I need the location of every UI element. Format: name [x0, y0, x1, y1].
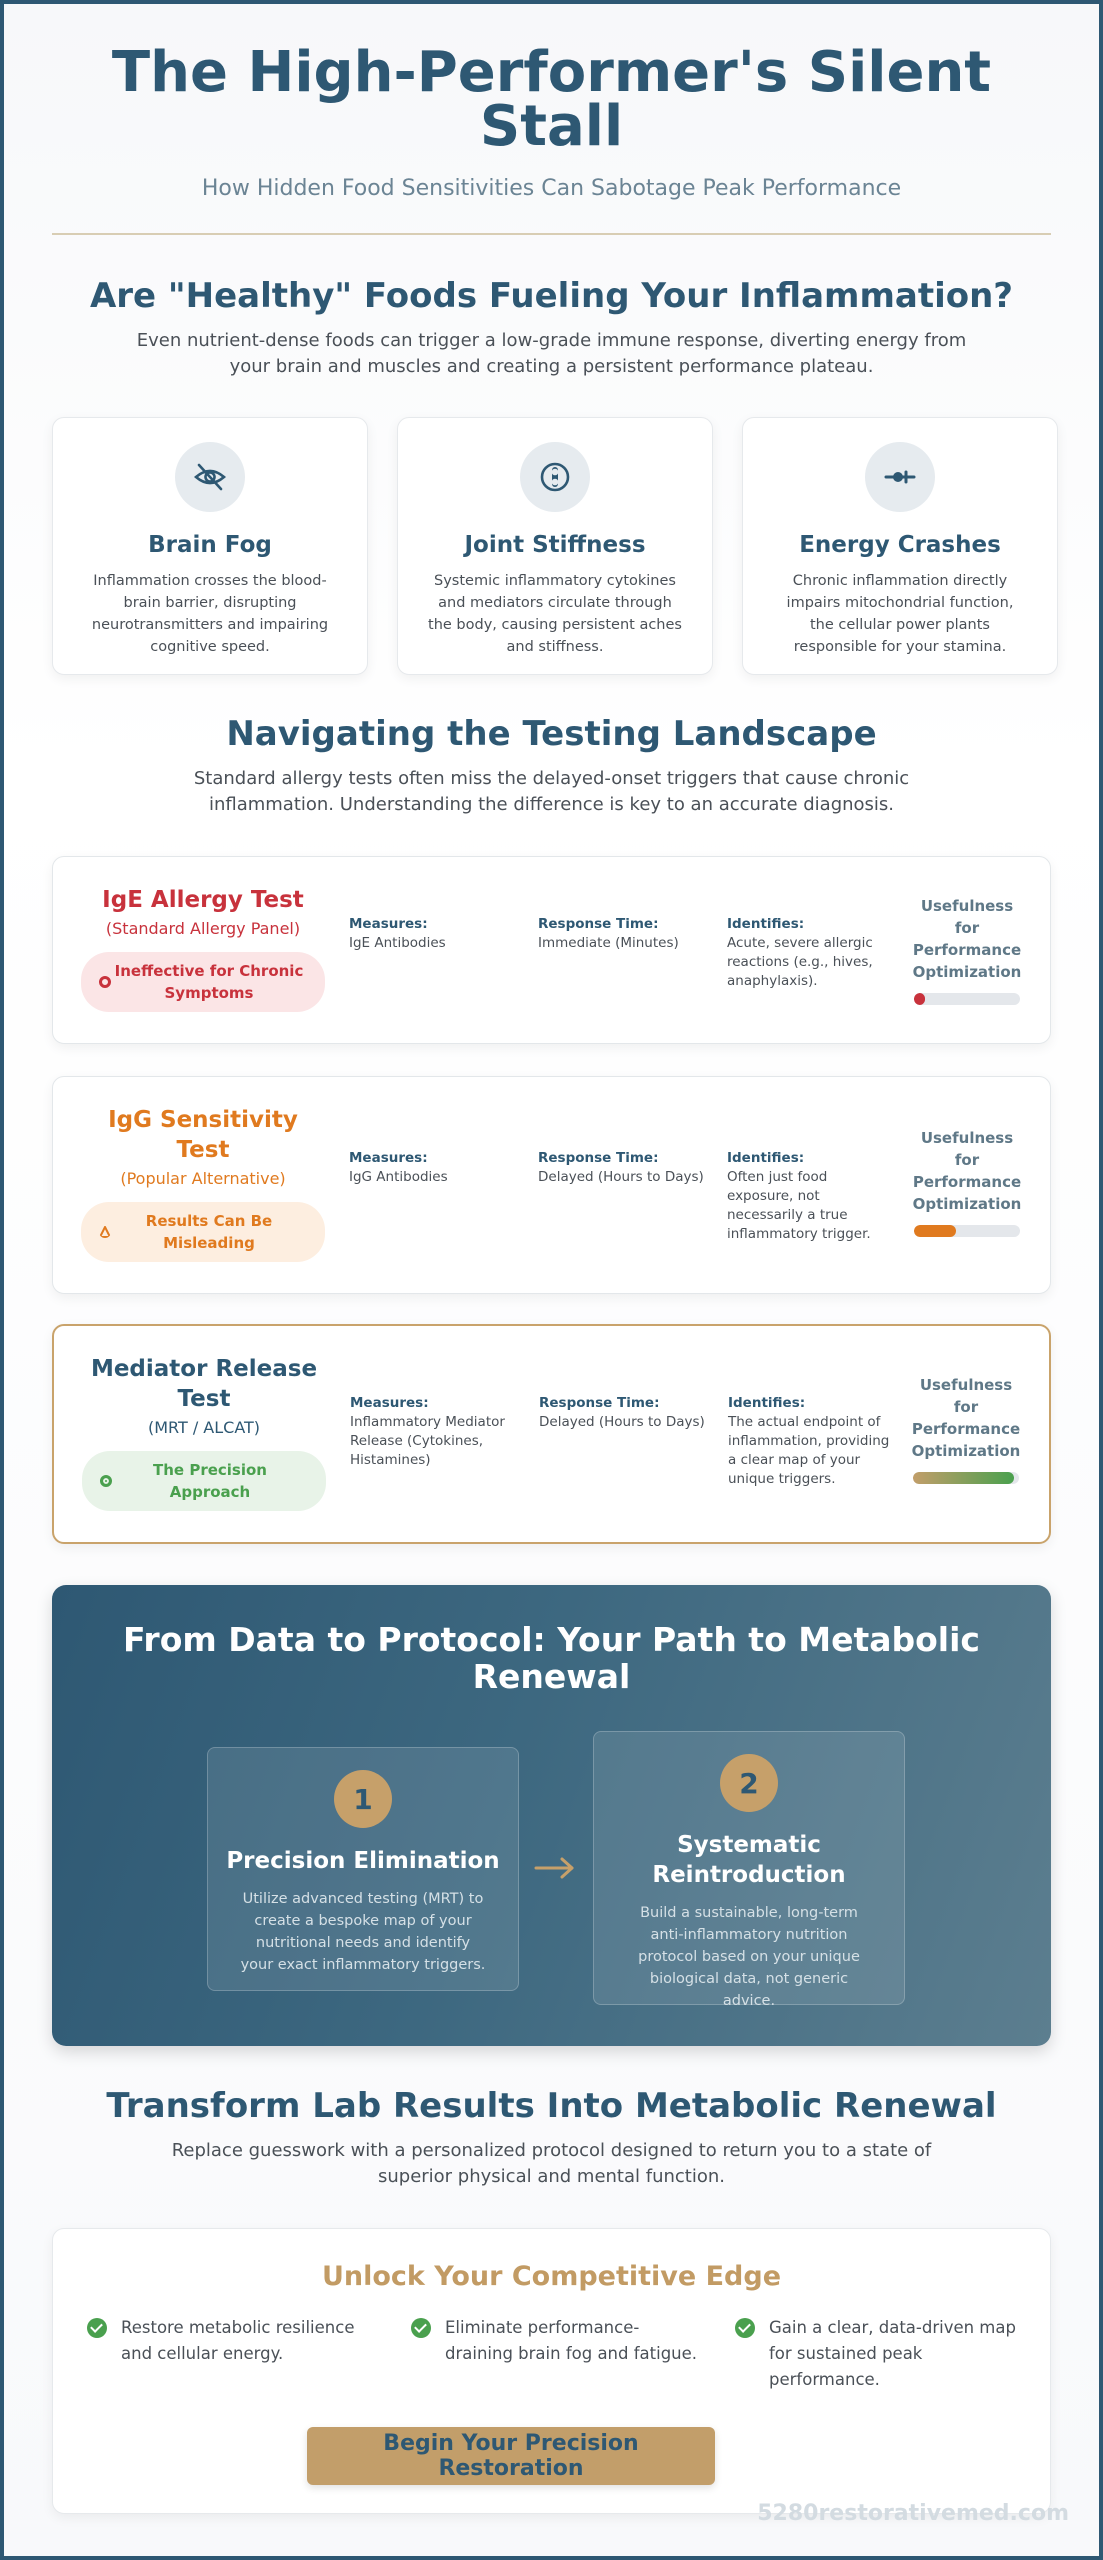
usefulness-bar-fill: [913, 1472, 1014, 1484]
test-card-ige: [52, 856, 1051, 1044]
benefit-item: [411, 2315, 701, 2367]
badge-label: The Precision Approach: [153, 1461, 267, 1501]
testing-section-title: Navigating the Testing Landscape: [226, 714, 877, 754]
usefulness-meter: [912, 895, 1022, 1005]
badge-label: Results Can Be Misleading: [145, 1212, 273, 1252]
step-number: 1: [334, 1770, 392, 1828]
test-name: Mediator Release Test: [90, 1356, 318, 1412]
measures-value: IgE Antibodies: [349, 935, 446, 951]
response-value: Immediate (Minutes): [538, 935, 679, 951]
measures-value: IgG Antibodies: [349, 1169, 448, 1185]
measures-label: Measures:: [350, 1395, 429, 1411]
response-label: Response Time:: [539, 1395, 660, 1411]
target-icon: [100, 1475, 112, 1487]
badge-label: Ineffective for Chronic Symptoms: [114, 962, 304, 1002]
test-subtitle: (Popular Alternative): [120, 1169, 286, 1188]
usefulness-bar: [913, 1472, 1019, 1484]
test-measures: [350, 1394, 520, 1470]
identifies-label: Identifies:: [727, 916, 805, 932]
symptom-card-brain-fog: [52, 417, 368, 675]
step-title: Precision Elimination: [226, 1848, 500, 1874]
test-badge: [81, 952, 325, 1012]
test-identifies: [727, 1149, 897, 1244]
testing-section-text: Standard allergy tests often miss the delayed-onset triggers that cause chronic inflammation. Understanding the difference is key to an accurate diagnosis.: [193, 768, 910, 815]
benefit-text: Restore metabolic resilience and cellular energy.: [121, 2318, 355, 2363]
identifies-label: Identifies:: [728, 1395, 806, 1411]
inflammation-section-title: Are "Healthy" Foods Fueling Your Inflammation?: [89, 276, 1014, 316]
test-name: IgE Allergy Test: [102, 887, 304, 913]
test-subtitle: (MRT / ALCAT): [147, 1418, 261, 1437]
test-header: [81, 1105, 325, 1262]
benefit-text: Gain a clear, data-driven map for sustained peak performance.: [769, 2318, 1016, 2389]
test-identifies: [727, 915, 897, 991]
protocol-step-2: [593, 1731, 905, 2009]
x-circle-icon: [99, 976, 111, 988]
identifies-value: The actual endpoint of inflammation, providing a clear map of your unique triggers.: [728, 1414, 890, 1487]
watermark-text: 5280restorativemed.com: [757, 2501, 1069, 2526]
test-badge: [81, 1202, 325, 1262]
symptom-title: Joint Stiffness: [464, 532, 646, 558]
warning-icon: [99, 1226, 111, 1238]
test-subtitle: (Standard Allergy Panel): [105, 919, 301, 938]
usefulness-meter: [911, 1374, 1021, 1484]
test-badge: [82, 1451, 326, 1511]
protocol-step-1: [207, 1747, 519, 1991]
test-header: [82, 1354, 326, 1511]
page-title: The High-Performer's Silent Stall: [111, 40, 992, 159]
test-response: [538, 915, 708, 953]
symptom-card-joint-stiffness: [397, 417, 713, 675]
symptom-title: Brain Fog: [148, 532, 272, 558]
benefit-item: [87, 2315, 377, 2367]
transform-section-title: Transform Lab Results Into Metabolic Renewal: [106, 2086, 997, 2126]
step-number: 2: [720, 1754, 778, 1812]
check-circle-icon: [87, 2318, 107, 2338]
symptom-text: Chronic inflammation directly impairs mitochondrial function, the cellular power plants responsible for your stamina.: [786, 573, 1014, 655]
usefulness-bar-fill: [914, 1225, 956, 1237]
test-response: [539, 1394, 709, 1432]
test-card-mrt: [52, 1324, 1051, 1544]
measures-value: Inflammatory Mediator Release (Cytokines, Histamines): [350, 1414, 505, 1468]
battery-icon: [865, 442, 935, 512]
page-subtitle: How Hidden Food Sensitivities Can Sabotage Peak Performance: [201, 176, 902, 201]
cta-title: Unlock Your Competitive Edge: [321, 2261, 782, 2292]
test-measures: [349, 1149, 519, 1187]
usefulness-bar: [914, 993, 1020, 1005]
test-response: [538, 1149, 708, 1187]
test-header: [81, 885, 325, 1012]
check-circle-icon: [411, 2318, 431, 2338]
cta-card: [52, 2228, 1051, 2514]
step-title: Systematic Reintroduction: [652, 1832, 846, 1888]
symptom-text: Inflammation crosses the blood-brain barrier, disrupting neurotransmitters and impairing cognitive speed.: [91, 573, 329, 655]
response-value: Delayed (Hours to Days): [539, 1414, 705, 1430]
benefit-text: Eliminate performance-draining brain fog and fatigue.: [445, 2318, 698, 2363]
protocol-panel: [52, 1585, 1051, 2046]
usefulness-bar: [914, 1225, 1020, 1237]
test-name: IgG Sensitivity Test: [108, 1107, 298, 1163]
symptom-card-energy-crashes: [742, 417, 1058, 675]
usefulness-meter: [912, 1127, 1022, 1237]
protocol-title: From Data to Protocol: Your Path to Metabolic Renewal: [123, 1620, 980, 1696]
test-measures: [349, 915, 519, 953]
identifies-value: Often just food exposure, not necessarily a true inflammatory trigger.: [727, 1169, 871, 1242]
identifies-label: Identifies:: [727, 1150, 805, 1166]
benefit-item: [735, 2315, 1025, 2393]
header-divider: [52, 233, 1051, 235]
response-value: Delayed (Hours to Days): [538, 1169, 704, 1185]
response-label: Response Time:: [538, 1150, 659, 1166]
measures-label: Measures:: [349, 1150, 428, 1166]
eye-slash-icon: [175, 442, 245, 512]
response-label: Response Time:: [538, 916, 659, 932]
usefulness-bar-fill: [914, 993, 925, 1005]
identifies-value: Acute, severe allergic reactions (e.g., hives, anaphylaxis).: [727, 935, 873, 989]
step-text: Build a sustainable, long-term anti-inflammatory nutrition protocol based on your unique biological data, not generic advice.: [638, 1905, 860, 2009]
measures-label: Measures:: [349, 916, 428, 932]
transform-section-text: Replace guesswork with a personalized protocol designed to return you to a state of superior physical and mental function.: [171, 2140, 932, 2187]
test-identifies: [728, 1394, 898, 1489]
test-card-igg: [52, 1076, 1051, 1294]
begin-restoration-button[interactable]: Begin Your Precision Restoration: [307, 2427, 715, 2485]
symptom-text: Systemic inflammatory cytokines and mediators circulate through the body, causing persistent aches and stiffness.: [428, 573, 682, 655]
usefulness-label: Usefulness for Performance Optimization: [912, 897, 1022, 981]
usefulness-label: Usefulness for Performance Optimization: [911, 1376, 1021, 1460]
arrow-right-icon: [532, 1853, 578, 1883]
check-circle-icon: [735, 2318, 755, 2338]
inflammation-section-text: Even nutrient-dense foods can trigger a low-grade immune response, diverting energy from your brain and muscles and creating a persistent performance plateau.: [136, 330, 967, 377]
step-text: Utilize advanced testing (MRT) to create a bespoke map of your nutritional needs and identify your exact inflammatory triggers.: [240, 1891, 486, 1973]
usefulness-label: Usefulness for Performance Optimization: [912, 1129, 1022, 1213]
joint-icon: [520, 442, 590, 512]
symptom-title: Energy Crashes: [799, 532, 1001, 558]
